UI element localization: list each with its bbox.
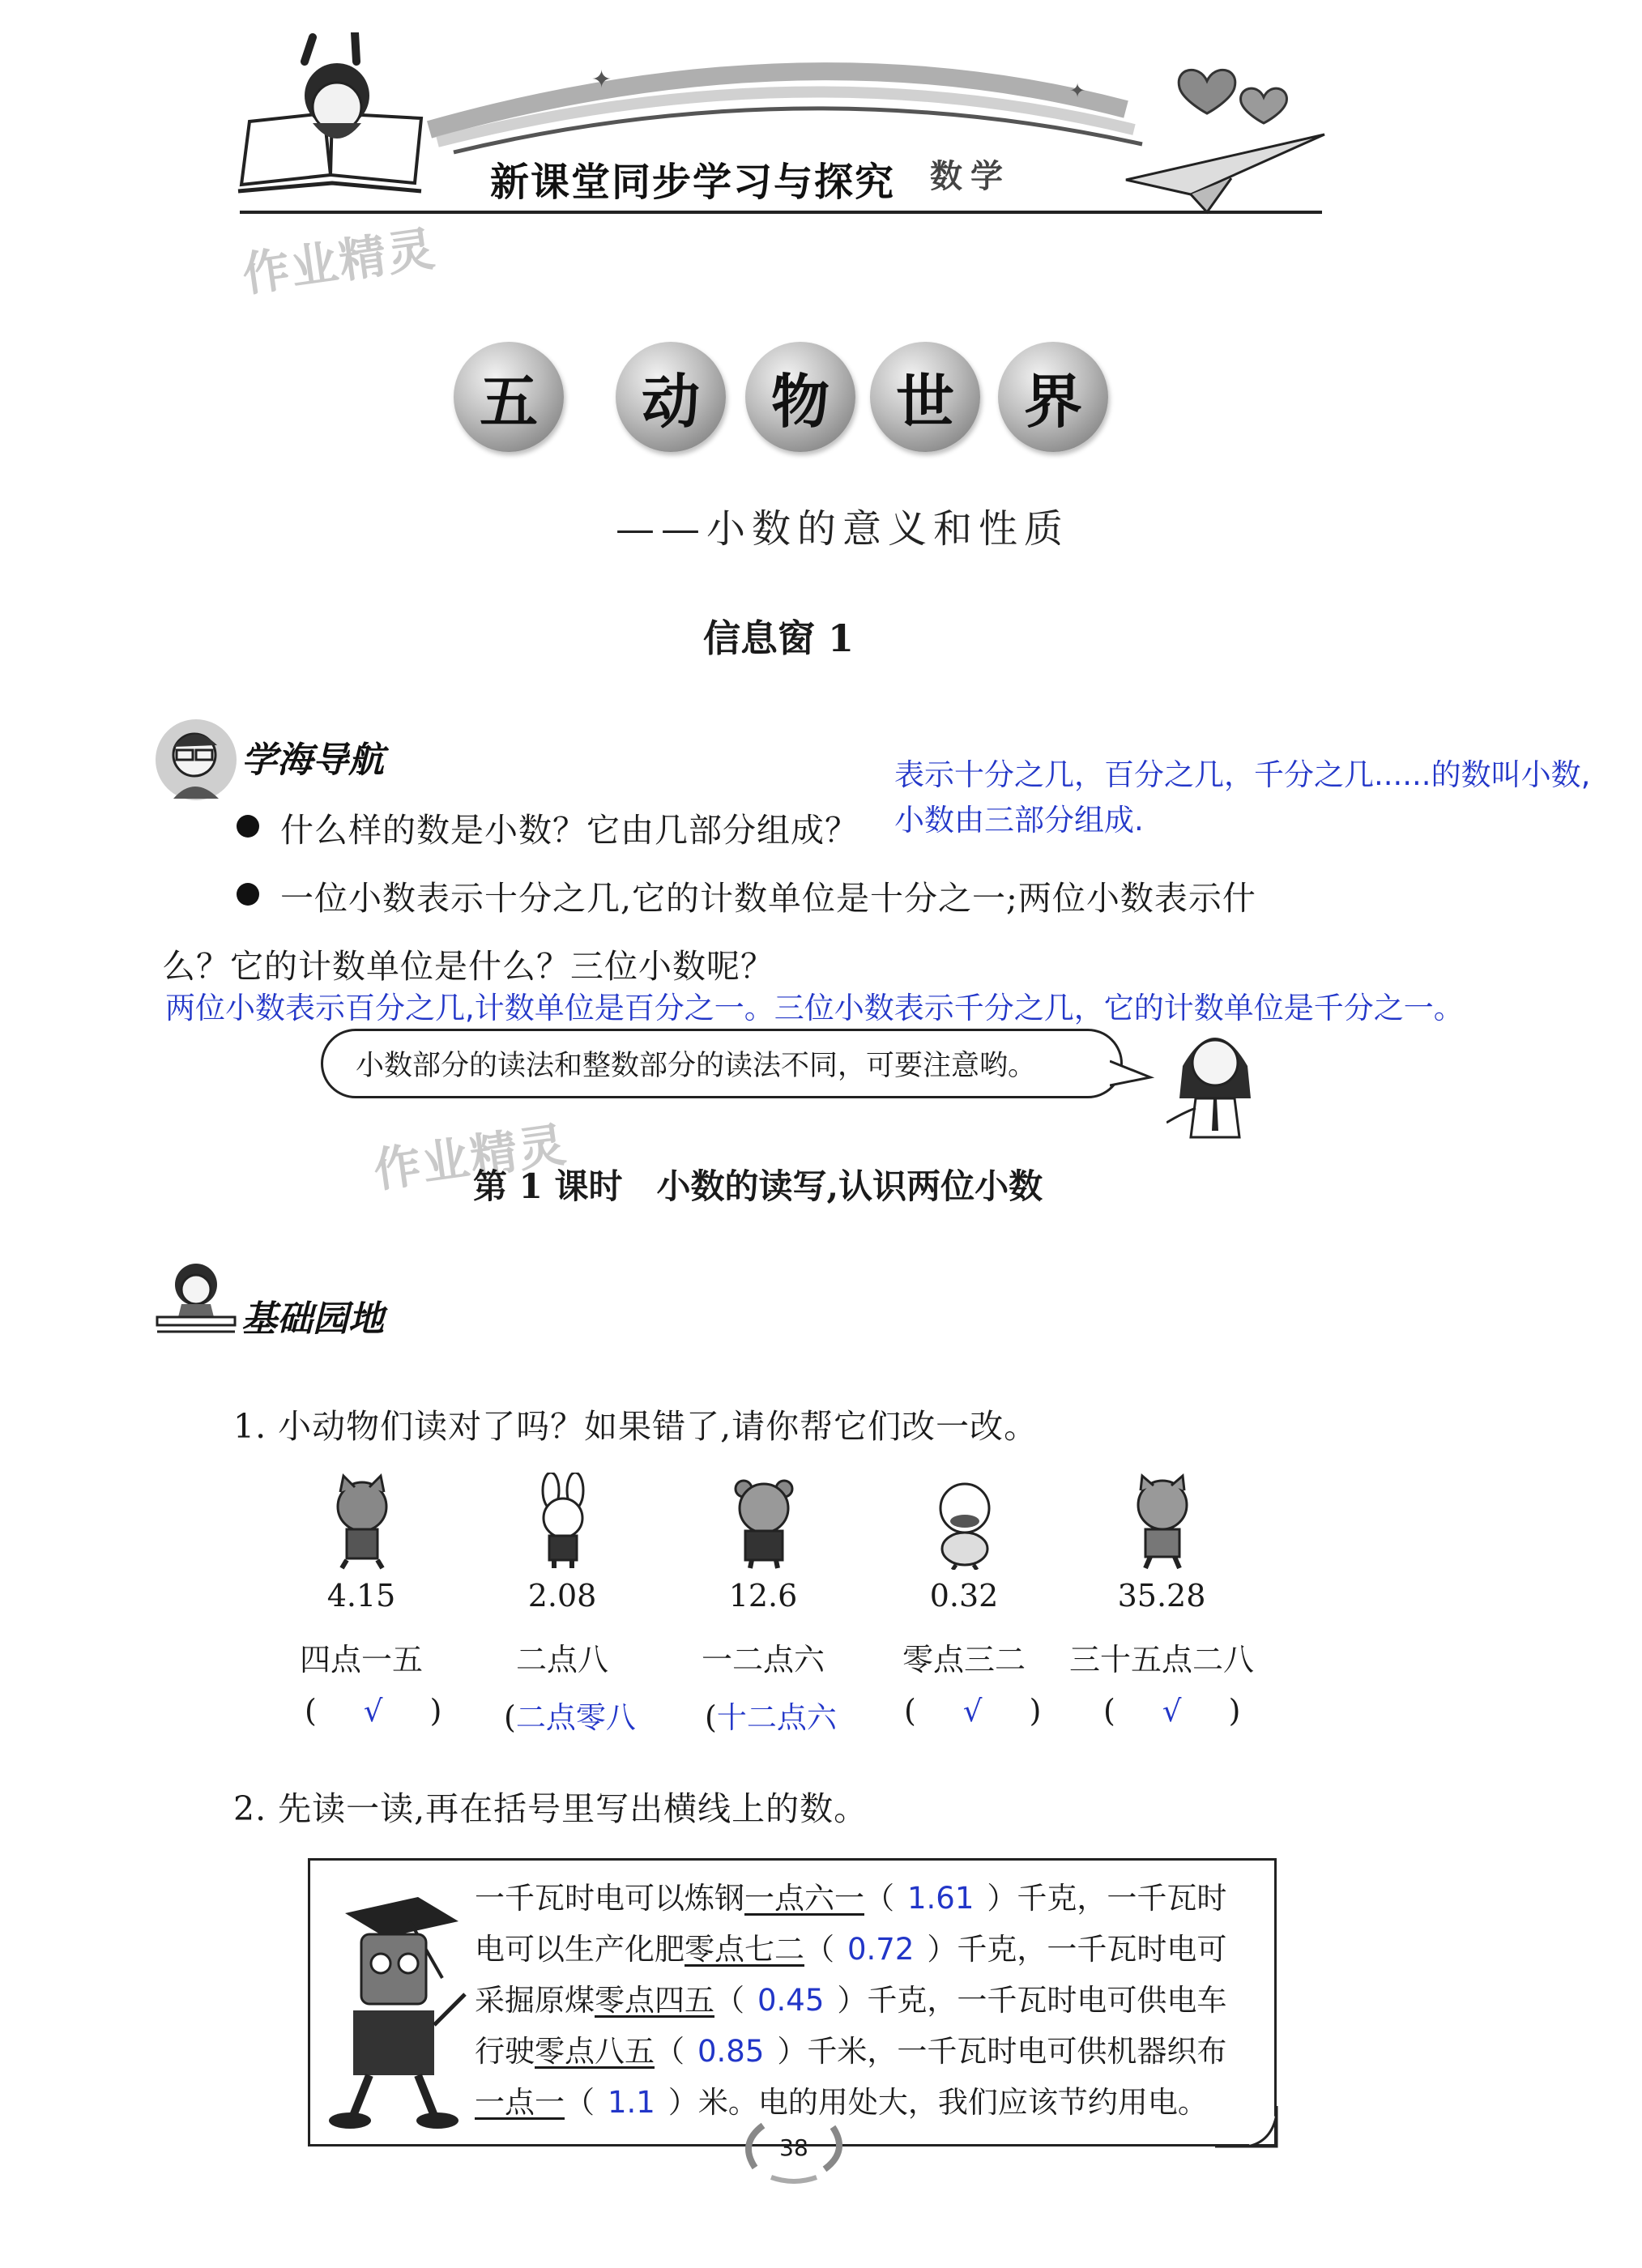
guide-question: 一位小数表示十分之几,它的计数单位是十分之一;两位小数表示什 — [280, 879, 1256, 918]
animal-reading: 三十五点二八 — [1068, 1642, 1254, 1678]
paren-open: （ — [565, 2085, 595, 2120]
animal-reading: 四点一五 — [299, 1642, 423, 1678]
header-subject: 数学 — [930, 158, 1011, 195]
animal-reading: 一二点六 — [701, 1642, 825, 1678]
underlined-number: 零点四五 — [595, 1983, 714, 2018]
answer-correction: 十二点六 — [716, 1700, 837, 1735]
cat-icon — [318, 1473, 407, 1570]
underlined-number: 一点一 — [475, 2085, 565, 2120]
learning-guide-heading: 学海导航 — [241, 740, 384, 781]
teacher-girl-icon — [1166, 1017, 1264, 1139]
text: 电可以生产化肥 — [475, 1932, 685, 1967]
paren-close: ) — [1228, 1693, 1241, 1729]
paren-open: ( — [504, 1699, 516, 1735]
speech-bubble — [321, 1029, 1123, 1098]
paren-open: ( — [904, 1693, 916, 1729]
guide-boy-icon — [154, 718, 238, 802]
svg-text:✦: ✦ — [591, 66, 612, 94]
chapter-char: 世 — [870, 342, 980, 452]
paren-open: （ — [864, 1881, 894, 1916]
basics-heading: 基础园地 — [241, 1298, 384, 1340]
animal-reading: 零点三二 — [902, 1642, 1026, 1678]
svg-text:✦: ✦ — [1069, 79, 1086, 102]
question-1: 1. 小动物们读对了吗？如果错了,请你帮它们改一改。 — [233, 1407, 1039, 1446]
answer-value: 0.72 — [847, 1932, 915, 1967]
answer-check: √ — [962, 1694, 983, 1729]
bear-icon — [719, 1473, 808, 1570]
paren-open: ( — [1103, 1693, 1115, 1729]
robot-doctor-icon — [321, 1889, 467, 2132]
guide-question: 什么样的数是小数？它由几部分组成？ — [280, 811, 859, 850]
paren-close: ) — [1029, 1693, 1042, 1729]
paren-open: （ — [714, 1983, 744, 2018]
decimal-number: 35.28 — [1117, 1578, 1206, 1614]
decimal-number: 2.08 — [527, 1578, 597, 1614]
text: 一千瓦时电可以炼钢 — [475, 1881, 744, 1916]
passage-line — [475, 2026, 1269, 2077]
guide-question: 么？它的计数单位是什么？三位小数呢？ — [162, 947, 774, 986]
paren-close: ) — [429, 1693, 442, 1729]
bullet — [237, 815, 259, 838]
answer-value: 0.45 — [757, 1983, 825, 2018]
paren-open: ( — [705, 1699, 717, 1735]
decimal-number: 4.15 — [326, 1578, 396, 1614]
rabbit-icon — [518, 1473, 608, 1570]
passage-line — [475, 2077, 1269, 2128]
speech-tail — [1110, 1053, 1158, 1094]
answer-line: 表示十分之几，百分之几，千分之几......的数叫小数, — [894, 757, 1591, 792]
basics-student-icon — [154, 1260, 238, 1338]
text: 采掘原煤 — [475, 1983, 595, 2018]
answer-check: √ — [1162, 1694, 1182, 1729]
page-number: 38 — [779, 2134, 808, 2161]
lesson-title: 第 1 课时 小数的读写,认识两位小数 — [473, 1166, 1043, 1206]
text: 行驶 — [475, 2034, 535, 2069]
underlined-number: 零点八五 — [535, 2034, 655, 2069]
paren-open: ( — [305, 1693, 317, 1729]
header-rule — [240, 211, 1322, 214]
text: ）米。电的用处大，我们应该节约用电。 — [667, 2085, 1208, 2120]
info-window-title: 信息窗 1 — [703, 616, 855, 660]
chapter-char: 五 — [454, 342, 564, 452]
chapter-char: 界 — [998, 342, 1108, 452]
text: ）千克，一千瓦时电可供电车 — [837, 1983, 1227, 2018]
animal-reading: 二点八 — [515, 1642, 608, 1678]
bullet — [237, 883, 259, 906]
underlined-number: 一点六一 — [744, 1881, 864, 1916]
answer-value: 0.85 — [697, 2034, 765, 2069]
header-title: 新课堂同步学习与探究 — [490, 160, 896, 205]
answer-value: 1.1 — [608, 2085, 655, 2120]
paren-open: （ — [655, 2034, 685, 2069]
chapter-char: 动 — [616, 342, 726, 452]
answer-value: 1.61 — [907, 1881, 975, 1916]
watermark: 作业精灵 — [370, 1116, 571, 1199]
decimal-number: 0.32 — [929, 1578, 999, 1614]
paren-open: （ — [804, 1932, 834, 1967]
text: ）千克，一千瓦时电可 — [927, 1932, 1227, 1967]
watermark: 作业精灵 — [239, 220, 440, 303]
answer-paren — [1103, 1693, 1240, 1729]
underlined-number: 零点七二 — [685, 1932, 804, 1967]
chapter-subtitle: ——小数的意义和性质 — [616, 506, 1070, 552]
decimal-number: 12.6 — [728, 1578, 798, 1614]
text: ）千米，一千瓦时电可供机器织布 — [777, 2034, 1227, 2069]
answer-correction: 二点零八 — [515, 1700, 636, 1735]
answer-paren — [705, 1693, 837, 1737]
answer-paren — [305, 1693, 441, 1729]
answer-check: √ — [363, 1694, 383, 1729]
answer-paren — [504, 1693, 636, 1737]
passage-line — [475, 1975, 1269, 2026]
text: ）千克，一千瓦时 — [987, 1881, 1227, 1916]
duck-icon — [920, 1473, 1009, 1570]
answer-line: 两位小数表示百分之几,计数单位是百分之一。三位小数表示千分之几，它的计数单位是千分之一。 — [165, 991, 1464, 1025]
question-2: 2. 先读一读,再在括号里写出横线上的数。 — [233, 1789, 868, 1828]
speech-bubble-text: 小数部分的读法和整数部分的读法不同，可要注意哟。 — [356, 1050, 1037, 1082]
passage-text — [475, 1873, 1269, 2128]
passage-line — [475, 1873, 1269, 1924]
chapter-char: 物 — [745, 342, 855, 452]
answer-line: 小数由三部分组成. — [894, 803, 1144, 838]
passage-line — [475, 1924, 1269, 1975]
answer-paren — [904, 1693, 1041, 1729]
tiger-icon — [1118, 1473, 1207, 1570]
